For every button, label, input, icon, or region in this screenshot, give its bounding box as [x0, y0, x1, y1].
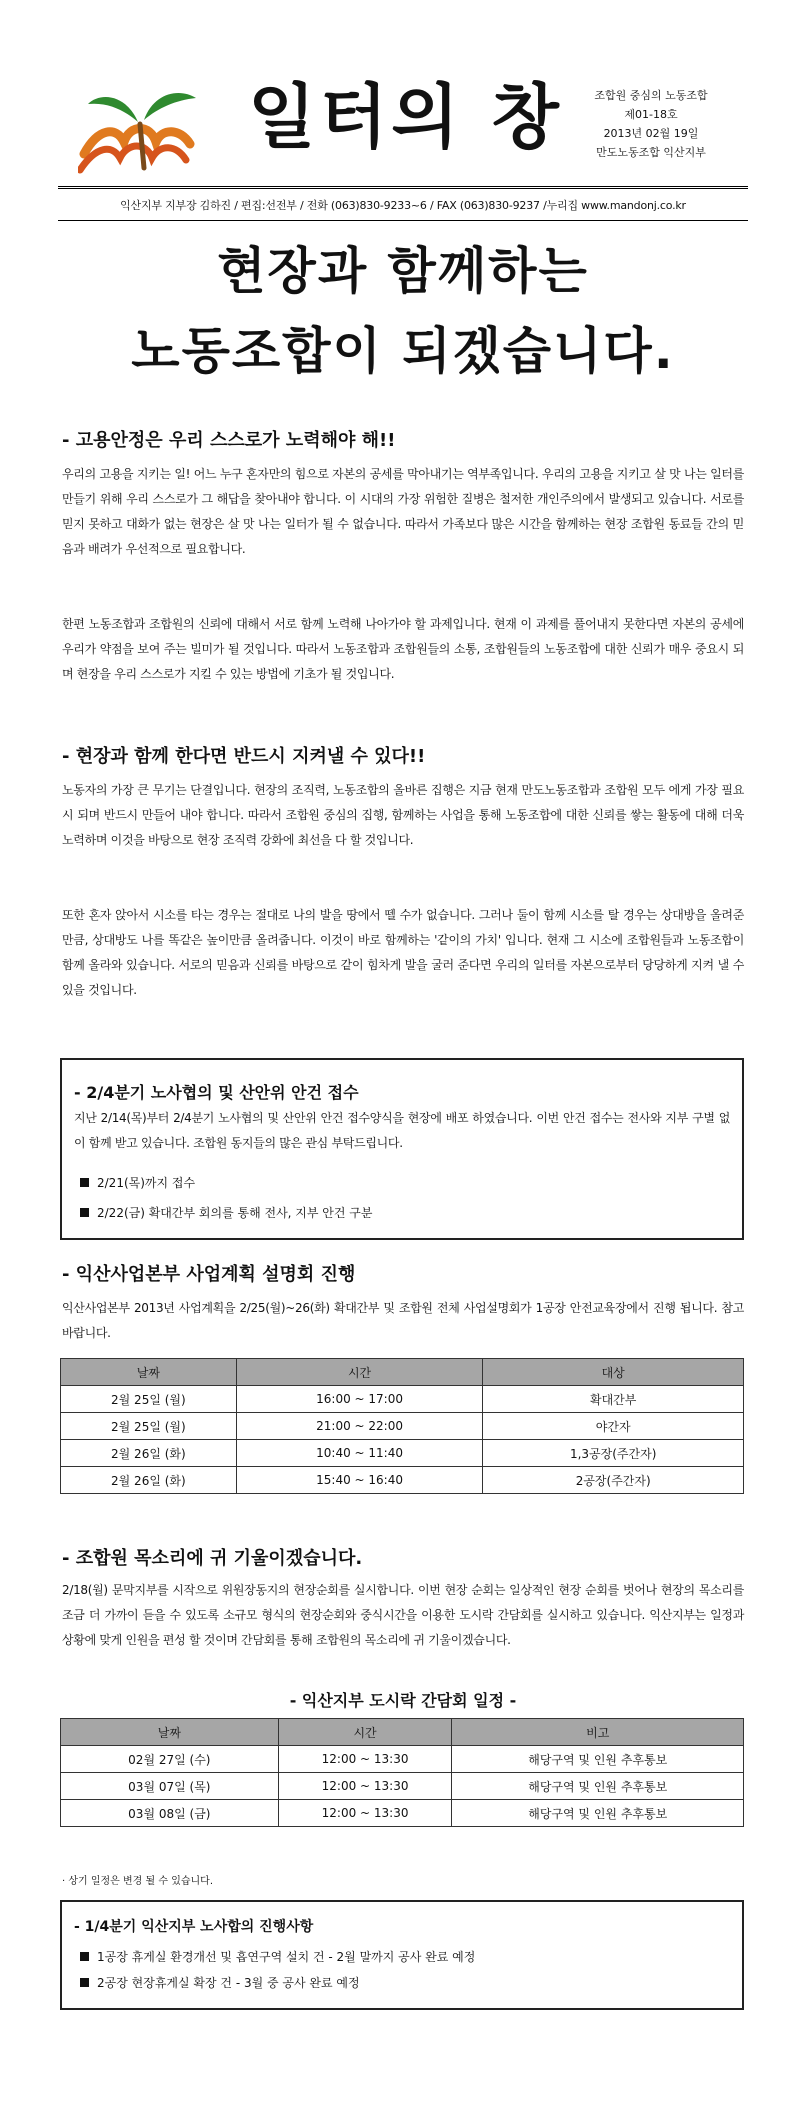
voice-paragraph: 2/18(월) 문막지부를 시작으로 위원장동지의 현장순회를 실시합니다. 이번 현장 순회는 일상적인 현장 순회를 벗어나 현장의 목소리를 조금 더 가까이 듣을 수 있도록 소규모 형식의 현장순회와 중식시간을 이용한 도시락 간담회를 실시하고 있습니다. 익산지부는 일정과 상황에 맞게 인원을 편성 할 것이며 간담회를 통해 조합원의 목소리에 귀 기울이겠습니다.: [62, 1583, 744, 1647]
agenda-box-paragraph: 지난 2/14(목)부터 2/4분기 노사협의 및 산안위 안건 접수양식을 현장에 배포 하였습니다. 이번 안건 접수는 전사와 지부 구별 없이 함께 받고 있습니다. 조합원 동지들의 많은 관심 부탁드립니다.: [74, 1111, 730, 1150]
table-header-row: [61, 1719, 744, 1746]
contact-divider: [58, 220, 748, 221]
agreement-box-title: - 1/4분기 익산지부 노사합의 진행사항: [74, 1919, 314, 1935]
schedule-change-note: · 상기 일정은 변경 될 수 있습니다.: [62, 1876, 214, 1887]
table-row: [61, 1746, 744, 1773]
meta-slogan: 조합원 중심의 노동조합: [594, 89, 708, 102]
section-title-member-voice: - 조합원 목소리에 귀 기울이겠습니다.: [62, 1548, 363, 1569]
table-cell: 02월 27일 (수): [61, 1746, 279, 1773]
agenda-bullet-text: 2/21(목)까지 접수: [97, 1176, 196, 1190]
table-cell: 2월 26일 (화): [61, 1467, 237, 1494]
agreement-bullet: [80, 1974, 360, 1991]
agenda-bullet: [80, 1204, 372, 1221]
table-cell: 해당구역 및 인원 추후통보: [452, 1773, 744, 1800]
table-cell: 2월 25일 (월): [61, 1386, 237, 1413]
table-row: [61, 1386, 744, 1413]
issue-meta: [566, 86, 736, 162]
agreement-progress-box: [60, 1900, 744, 2010]
table-cell: 2월 25일 (월): [61, 1413, 237, 1440]
section-title-job-security: - 고용안정은 우리 스스로가 노력해야 해!!: [62, 430, 396, 451]
table-row: [61, 1440, 744, 1467]
agenda-bullet-text: 2/22(금) 확대간부 회의를 통해 전사, 지부 안건 구분: [97, 1206, 373, 1220]
table-cell: 21:00 ~ 22:00: [236, 1413, 483, 1440]
table-cell: 야간자: [483, 1413, 744, 1440]
table-row: [61, 1800, 744, 1827]
table-cell: 2월 26일 (화): [61, 1440, 237, 1467]
table-cell: 12:00 ~ 13:30: [278, 1800, 452, 1827]
table-cell: 12:00 ~ 13:30: [278, 1746, 452, 1773]
table-cell: 12:00 ~ 13:30: [278, 1773, 452, 1800]
table-cell: 해당구역 및 인원 추후통보: [452, 1800, 744, 1827]
column-header: 대상: [483, 1359, 744, 1386]
section-paragraph: 또한 혼자 앉아서 시소를 타는 경우는 절대로 나의 발을 땅에서 뗄 수가 없습니다. 그러나 둘이 함께 시소를 탈 경우는 상대방을 올려준 만큼, 상대방도 나를 똑같은 높이만큼 올려줍니다. 이것이 바로 함께하는 '같이의 가치' 입니다. 현재 그 시소에 조합원들과 노동조합이 함께 올라와 있습니다. 서로의 믿음과 신뢰를 바탕으로 같이 힘차게 발을 굴러 준다면 우리의 일터를 자본으로부터 당당하게 지켜 낼 수 있을 것입니다.: [62, 908, 744, 997]
table-cell: 확대간부: [483, 1386, 744, 1413]
section-paragraph: 노동자의 가장 큰 무기는 단결입니다. 현장의 조직력, 노동조합의 올바른 집행은 지금 현재 만도노동조합과 조합원 모두 에게 가장 필요시 되며 반드시 만들어 내야 합니다. 따라서 조합원 중심의 집행, 함께하는 사업을 통해 노동조합에 대한 신뢰를 쌓는 활동에 대해 더욱 노력하며 이것을 바탕으로 현장 조직력 강화에 최선을 다 할 것입니다.: [62, 783, 744, 847]
column-header: 시간: [236, 1359, 483, 1386]
square-bullet-icon: [80, 1978, 89, 1987]
table-cell: 2공장(주간자): [483, 1467, 744, 1494]
masthead-title: 일터의 창: [248, 76, 563, 158]
headline-line-1: 현장과 함께하는: [217, 242, 589, 300]
section-paragraph: 우리의 고용을 지키는 일! 어느 누구 혼자만의 힘으로 자본의 공세를 막아내기는 역부족입니다. 우리의 고용을 지키고 살 맛 나는 일터를 만들기 위해 우리 스스로가 그 해답을 찾아내야 합니다. 이 시대의 가장 위험한 질병은 철저한 개인주의에서 발생되고 있습니다. 서로를 믿지 못하고 대화가 없는 현장은 살 맛 나는 일터가 될 수 없습니다. 따라서 가족보다 많은 시간을 함께하는 현장 조합원 동료들 간의 믿음과 배려가 우선적으로 필요합니다.: [62, 467, 744, 556]
lunch-meeting-subtitle: - 익산지부 도시락 간담회 일정 -: [289, 1691, 517, 1710]
agenda-box-title: - 2/4분기 노사협의 및 산안위 안건 접수: [74, 1083, 359, 1102]
agenda-box: [60, 1058, 744, 1240]
contact-line: 익산지부 지부장 김하진 / 편집:선전부 / 전화 (063)830-9233~6 / FAX (063)830-9237 /누리집 www.mandonj.co.kr: [120, 199, 686, 212]
table-row: [61, 1413, 744, 1440]
table-cell: 16:00 ~ 17:00: [236, 1386, 483, 1413]
table-cell: 03월 07일 (목): [61, 1773, 279, 1800]
table-row: [61, 1467, 744, 1494]
column-header: 시간: [278, 1719, 452, 1746]
briefing-schedule-table: [60, 1358, 744, 1494]
agreement-bullet: [80, 1948, 475, 1965]
table-cell: 1,3공장(주간자): [483, 1440, 744, 1467]
table-cell: 15:40 ~ 16:40: [236, 1467, 483, 1494]
meta-publisher: 만도노동조합 익산지부: [596, 146, 706, 159]
agenda-bullet: [80, 1174, 195, 1191]
square-bullet-icon: [80, 1952, 89, 1961]
section-title-briefing: - 익산사업본부 사업계획 설명회 진행: [62, 1264, 356, 1285]
section-title-solidarity: - 현장과 함께 한다면 반드시 지켜낼 수 있다!!: [62, 746, 426, 767]
table-cell: 해당구역 및 인원 추후통보: [452, 1746, 744, 1773]
agreement-bullet-text: 1공장 휴게실 환경개선 및 흡연구역 설치 건 - 2월 말까지 공사 완료 예정: [97, 1950, 476, 1964]
headline-line-2: 노동조합이 되겠습니다.: [131, 322, 675, 380]
column-header: 날짜: [61, 1719, 279, 1746]
briefing-paragraph: 익산사업본부 2013년 사업계획을 2/25(월)~26(화) 확대간부 및 조합원 전체 사업설명회가 1공장 안전교육장에서 진행 됩니다. 참고 바랍니다.: [62, 1301, 744, 1340]
square-bullet-icon: [80, 1208, 89, 1217]
table-cell: 03월 08일 (금): [61, 1800, 279, 1827]
section-paragraph: 한편 노동조합과 조합원의 신뢰에 대해서 서로 함께 노력해 나아가야 할 과제입니다. 현재 이 과제를 풀어내지 못한다면 자본의 공세에 우리가 약점을 보여 주는 빌미가 될 것입니다. 따라서 노동조합과 조합원들의 소통, 조합원들의 노동조합에 대한 신뢰가 매우 중요시 되며 현장을 우리 스스로가 지킬 수 있는 방법에 기초가 될 것입니다.: [62, 617, 744, 681]
lunch-meeting-table: [60, 1718, 744, 1827]
column-header: 비고: [452, 1719, 744, 1746]
agreement-bullet-text: 2공장 현장휴게실 확장 건 - 3월 중 공사 완료 예정: [97, 1976, 360, 1990]
meta-date: 2013년 02월 19일: [603, 127, 699, 140]
table-row: [61, 1773, 744, 1800]
table-cell: 10:40 ~ 11:40: [236, 1440, 483, 1467]
union-logo: [78, 84, 208, 176]
square-bullet-icon: [80, 1178, 89, 1187]
meta-issue-number: 제01-18호: [624, 108, 678, 121]
column-header: 날짜: [61, 1359, 237, 1386]
header-divider: [58, 186, 748, 189]
table-header-row: [61, 1359, 744, 1386]
